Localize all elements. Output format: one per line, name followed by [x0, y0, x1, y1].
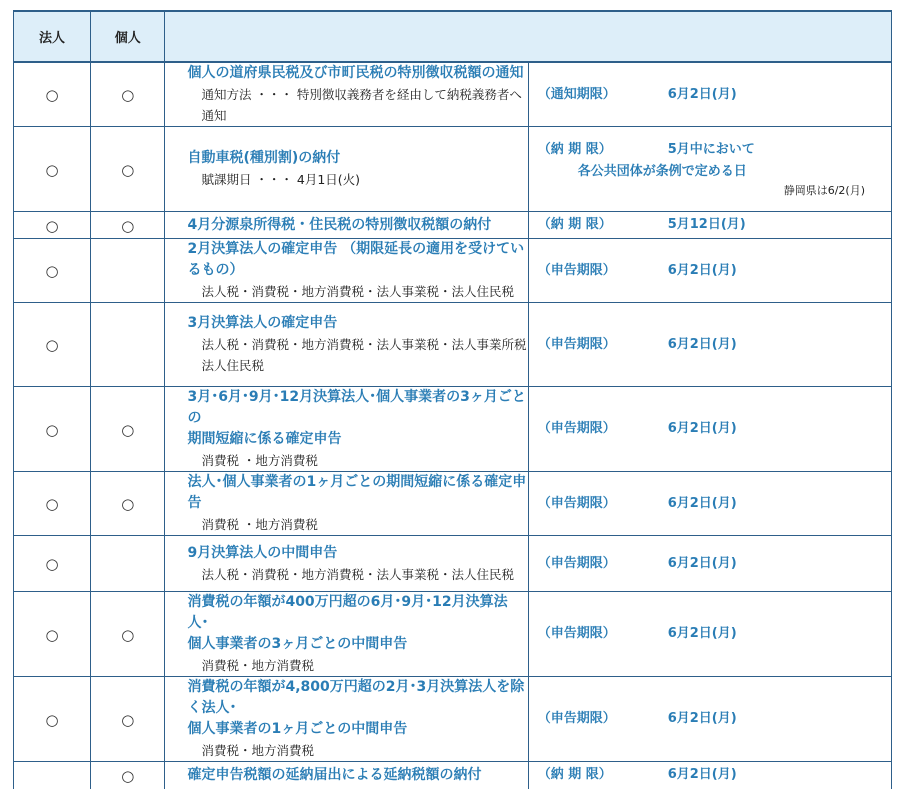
item-title: 3月決算法人の確定申告 [187, 315, 338, 331]
kojin-cell [91, 387, 165, 472]
period-note: 静岡県は6/2(月) [783, 184, 865, 197]
kojin-cell [91, 127, 165, 212]
hojin-cell [14, 62, 91, 127]
item-detail: 法人税・消費税・地方消費税・法人事業税・法人事業所税 [201, 337, 527, 352]
item-detail: 法人税・消費税・地方消費税・法人事業税・法人住民税 [201, 566, 514, 582]
period-date: 6月2日(月) [667, 495, 737, 511]
item-cell [165, 387, 528, 472]
hojin-cell [14, 472, 91, 536]
item-cell [165, 677, 528, 762]
period-cell [528, 62, 891, 127]
period-line [538, 418, 891, 440]
period-line [538, 84, 891, 106]
header-kojin: 個人 [91, 11, 165, 62]
period-label: （通知期限） [537, 86, 616, 102]
period-label: （申告期限） [537, 626, 616, 641]
hojin-mark: ○ [45, 625, 59, 644]
item-cell [165, 239, 528, 303]
period-line [538, 623, 891, 645]
item-title: 個人事業者の1ヶ月ごとの中間申告 [187, 721, 408, 737]
period-date: 5月12日(月) [667, 217, 746, 232]
period-label: （納 期 限） [537, 217, 612, 232]
hojin-mark: ○ [45, 216, 59, 235]
hojin-cell [14, 762, 91, 789]
period-line [538, 553, 891, 575]
hojin-mark: ○ [45, 710, 59, 729]
hojin-cell [14, 387, 91, 472]
hojin-mark: ○ [45, 420, 59, 439]
item-cell [165, 212, 528, 239]
item-detail: 消費税・地方消費税 [201, 743, 314, 758]
period-line [538, 139, 891, 161]
hojin-mark: ○ [45, 160, 59, 179]
hojin-mark: ○ [45, 495, 59, 513]
period-cell [528, 592, 891, 677]
item-cell [165, 127, 528, 212]
kojin-cell [91, 62, 165, 127]
item-cell [165, 592, 528, 677]
item-title: 個人の道府県民税及び市町民税の特別徴収税額の通知 [187, 65, 524, 81]
period-date: 6月2日(月) [667, 555, 737, 571]
item-title: 3月･6月･9月･12月決算法人･個人事業者の3ヶ月ごとの [187, 389, 526, 426]
period-date: 6月2日(月) [667, 711, 737, 726]
period-cell [528, 387, 891, 472]
period-label: （申告期限） [537, 421, 616, 436]
period-cell [528, 677, 891, 762]
kojin-mark: ○ [121, 216, 135, 235]
period-date: 6月2日(月) [667, 262, 737, 278]
period-label: （申告期限） [537, 711, 616, 726]
period-line [538, 214, 891, 236]
period-line [538, 764, 891, 786]
period-date: 6月2日(月) [667, 336, 737, 352]
period-date: 6月2日(月) [667, 86, 737, 102]
table-row [14, 127, 892, 212]
item-detail: 消費税・地方消費税 [201, 658, 314, 673]
table-row [14, 762, 892, 789]
hojin-mark: ○ [45, 262, 59, 280]
kojin-mark: ○ [121, 710, 135, 729]
hojin-mark: ○ [45, 555, 59, 573]
period-date: 6月2日(月) [667, 767, 737, 783]
item-title: 4月分源泉所得税・住民税の特別徴収税額の納付 [187, 216, 492, 233]
period-cell [528, 127, 891, 212]
tax-schedule-table [13, 10, 892, 789]
kojin-cell [91, 303, 165, 387]
period-date: 6月2日(月) [667, 421, 737, 436]
item-detail: 消費税 ・地方消費税 [201, 517, 318, 532]
item-title: 期間短縮に係る確定申告 [187, 431, 342, 447]
item-title: 9月決算法人の中間申告 [187, 544, 338, 561]
period-label: （納 期 限） [537, 142, 612, 157]
period-line [538, 708, 891, 730]
item-detail: 法人住民税 [201, 358, 264, 373]
kojin-cell [91, 592, 165, 677]
hojin-cell [14, 592, 91, 677]
period-cell [528, 239, 891, 303]
table-row [14, 239, 892, 303]
period-label: （申告期限） [537, 555, 616, 571]
kojin-cell [91, 472, 165, 536]
item-cell [165, 303, 528, 387]
item-title: 消費税の年額が400万円超の6月･9月･12月決算法人･ [187, 594, 508, 631]
hojin-cell [14, 212, 91, 239]
hojin-cell [14, 303, 91, 387]
kojin-mark: ○ [121, 420, 135, 439]
item-detail: 消費税 ・地方消費税 [201, 453, 318, 468]
period-label: （申告期限） [537, 495, 616, 511]
hojin-cell [14, 677, 91, 762]
table-row [14, 212, 892, 239]
period-extra: 各公共団体が条例で定める日 [577, 164, 747, 179]
hojin-mark: ○ [45, 86, 59, 104]
item-cell [165, 762, 528, 789]
kojin-mark: ○ [121, 495, 135, 513]
table-row [14, 536, 892, 592]
table-row [14, 387, 892, 472]
period-cell [528, 472, 891, 536]
table-row [14, 303, 892, 387]
period-date: 6月2日(月) [667, 626, 737, 641]
period-cell [528, 762, 891, 789]
table-row [14, 472, 892, 536]
table-row [14, 592, 892, 677]
kojin-cell [91, 536, 165, 592]
period-line [538, 334, 891, 356]
kojin-cell [91, 762, 165, 789]
kojin-mark: ○ [121, 160, 135, 179]
item-title: 自動車税(種別割)の納付 [187, 150, 341, 166]
header-hojin: 法人 [14, 11, 91, 62]
table-header-row [14, 11, 892, 62]
hojin-mark: ○ [45, 336, 59, 354]
table-row [14, 677, 892, 762]
item-title: 個人事業者の3ヶ月ごとの中間申告 [187, 636, 408, 652]
period-line [538, 260, 891, 282]
item-title: 消費税の年額が4,800万円超の2月･3月決算法人を除く法人･ [187, 679, 525, 716]
item-title: 2月決算法人の確定申告 （期限延長の適用を受けているもの） [187, 241, 525, 278]
item-title: 確定申告税額の延納届出による延納税額の納付 [187, 766, 482, 783]
period-cell [528, 303, 891, 387]
kojin-cell [91, 677, 165, 762]
period-label: （申告期限） [537, 336, 616, 352]
item-title: 法人･個人事業者の1ヶ月ごとの期間短縮に係る確定申告 [187, 474, 527, 511]
kojin-mark: ○ [121, 766, 135, 785]
item-detail: 通知方法 ・・・ 特別徴収義務者を経由して納税義務者へ通知 [201, 87, 522, 123]
item-cell [165, 472, 528, 536]
period-line [538, 493, 891, 515]
item-detail: 賦課期日 ・・・ 4月1日(火) [201, 172, 361, 187]
period-cell [528, 212, 891, 239]
item-cell [165, 536, 528, 592]
hojin-cell [14, 536, 91, 592]
period-cell [528, 536, 891, 592]
hojin-cell [14, 239, 91, 303]
period-label: （納 期 限） [537, 767, 612, 783]
header-blank [165, 11, 892, 62]
period-label: （申告期限） [537, 262, 616, 278]
item-cell [165, 62, 528, 127]
kojin-cell [91, 239, 165, 303]
item-detail: 法人税・消費税・地方消費税・法人事業税・法人住民税 [201, 284, 514, 299]
kojin-mark: ○ [121, 625, 135, 644]
hojin-cell [14, 127, 91, 212]
kojin-mark: ○ [121, 86, 135, 104]
period-date: 5月中において [667, 142, 755, 157]
table-row [14, 62, 892, 127]
kojin-cell [91, 212, 165, 239]
